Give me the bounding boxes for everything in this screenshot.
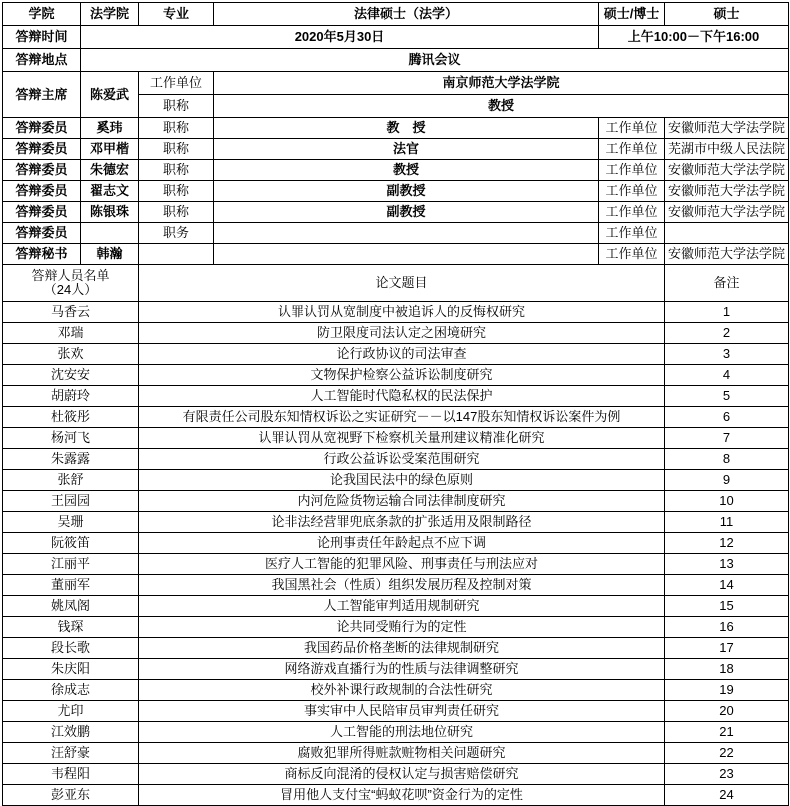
student-name: 朱庆阳	[3, 659, 139, 680]
student-remark-number: 9	[665, 470, 789, 491]
committee-title-6	[214, 223, 599, 244]
student-remark-number: 17	[665, 638, 789, 659]
row-committee-1	[3, 118, 789, 139]
student-remark-number: 21	[665, 722, 789, 743]
student-name: 马香云	[3, 302, 139, 323]
remark-column-header: 备注	[665, 265, 789, 302]
major-label: 专业	[139, 3, 214, 26]
table-row	[3, 428, 789, 449]
committee-role-6: 答辩委员	[3, 223, 81, 244]
committee-role-1: 答辩委员	[3, 118, 81, 139]
degree-label: 硕士/博士	[599, 3, 665, 26]
student-thesis-title: 我国黑社会（性质）组织发展历程及控制对策	[139, 575, 665, 596]
committee-role-4: 答辩委员	[3, 181, 81, 202]
table-row	[3, 659, 789, 680]
student-remark-number: 14	[665, 575, 789, 596]
committee-name-5: 陈银珠	[81, 202, 139, 223]
committee-unit-label-4: 工作单位	[599, 181, 665, 202]
student-name: 董丽军	[3, 575, 139, 596]
committee-unit-5: 安徽师范大学法学院	[665, 202, 789, 223]
chair-title-label: 职称	[139, 95, 214, 118]
student-thesis-title: 论我国民法中的绿色原则	[139, 470, 665, 491]
student-name: 邓瑞	[3, 323, 139, 344]
student-thesis-title: 论刑事责任年龄起点不应下调	[139, 533, 665, 554]
student-name: 吴珊	[3, 512, 139, 533]
defense-time-range-value: 上午10:00－下午16:00	[599, 26, 789, 49]
chair-title-value: 教授	[214, 95, 789, 118]
student-thesis-title: 腐败犯罪所得赃款赃物相关问题研究	[139, 743, 665, 764]
committee-name-3: 朱德宏	[81, 160, 139, 181]
secretary-unit: 安徽师范大学法学院	[665, 244, 789, 265]
student-remark-number: 11	[665, 512, 789, 533]
defense-info-table	[2, 2, 789, 302]
student-thesis-title: 人工智能的刑法地位研究	[139, 722, 665, 743]
committee-title-label-6: 职务	[139, 223, 214, 244]
student-thesis-title: 医疗人工智能的犯罪风险、刑事责任与刑法应对	[139, 554, 665, 575]
table-row	[3, 596, 789, 617]
student-remark-number: 5	[665, 386, 789, 407]
student-remark-number: 22	[665, 743, 789, 764]
student-remark-number: 15	[665, 596, 789, 617]
student-remark-number: 20	[665, 701, 789, 722]
student-name: 张舒	[3, 470, 139, 491]
student-thesis-title: 论行政协议的司法审查	[139, 344, 665, 365]
committee-title-5: 副教授	[214, 202, 599, 223]
committee-title-label-3: 职称	[139, 160, 214, 181]
committee-unit-label-5: 工作单位	[599, 202, 665, 223]
table-row	[3, 701, 789, 722]
student-thesis-title: 冒用他人支付宝“蚂蚁花呗”资金行为的定性	[139, 785, 665, 806]
table-row	[3, 764, 789, 785]
student-name: 彭亚东	[3, 785, 139, 806]
row-list-header	[3, 265, 789, 302]
student-name: 杜筱彤	[3, 407, 139, 428]
student-name: 姚凤阁	[3, 596, 139, 617]
student-remark-number: 19	[665, 680, 789, 701]
committee-name-1: 奚玮	[81, 118, 139, 139]
row-committee-5	[3, 202, 789, 223]
student-remark-number: 10	[665, 491, 789, 512]
defense-time-label: 答辩时间	[3, 26, 81, 49]
student-thesis-title: 商标反向混淆的侵权认定与损害赔偿研究	[139, 764, 665, 785]
student-name: 韦程阳	[3, 764, 139, 785]
defense-place-value: 腾讯会议	[81, 49, 789, 72]
committee-title-3: 教授	[214, 160, 599, 181]
committee-title-label-4: 职称	[139, 181, 214, 202]
table-row	[3, 722, 789, 743]
student-thesis-title: 论非法经营罪兜底条款的扩张适用及限制路径	[139, 512, 665, 533]
committee-role-5: 答辩委员	[3, 202, 81, 223]
row-secretary	[3, 244, 789, 265]
student-remark-number: 4	[665, 365, 789, 386]
student-thesis-title: 校外补课行政规制的合法性研究	[139, 680, 665, 701]
secretary-label: 答辩秘书	[3, 244, 81, 265]
committee-unit-2: 芜湖市中级人民法院	[665, 139, 789, 160]
row-defense-place	[3, 49, 789, 72]
student-list-table	[2, 301, 789, 806]
committee-unit-3: 安徽师范大学法学院	[665, 160, 789, 181]
student-name: 汪舒豪	[3, 743, 139, 764]
student-name: 阮筱笛	[3, 533, 139, 554]
committee-role-3: 答辩委员	[3, 160, 81, 181]
major-value: 法律硕士（法学）	[214, 3, 599, 26]
row-defense-time	[3, 26, 789, 49]
table-row	[3, 323, 789, 344]
table-row	[3, 302, 789, 323]
committee-unit-6	[665, 223, 789, 244]
row-committee-2	[3, 139, 789, 160]
table-row	[3, 470, 789, 491]
table-row	[3, 785, 789, 806]
student-name: 江丽平	[3, 554, 139, 575]
table-row	[3, 344, 789, 365]
student-remark-number: 12	[665, 533, 789, 554]
student-name: 徐成志	[3, 680, 139, 701]
table-row	[3, 743, 789, 764]
defense-place-label: 答辩地点	[3, 49, 81, 72]
table-row	[3, 638, 789, 659]
student-thesis-title: 我国药品价格垄断的法律规制研究	[139, 638, 665, 659]
committee-name-6	[81, 223, 139, 244]
table-row	[3, 407, 789, 428]
student-remark-number: 16	[665, 617, 789, 638]
committee-unit-4: 安徽师范大学法学院	[665, 181, 789, 202]
student-name: 朱露露	[3, 449, 139, 470]
student-thesis-title: 论共同受贿行为的定性	[139, 617, 665, 638]
committee-name-2: 邓甲楷	[81, 139, 139, 160]
committee-unit-label-3: 工作单位	[599, 160, 665, 181]
table-row	[3, 617, 789, 638]
student-thesis-title: 防卫限度司法认定之困境研究	[139, 323, 665, 344]
student-thesis-title: 内河危险货物运输合同法律制度研究	[139, 491, 665, 512]
student-thesis-title: 文物保护检察公益诉讼制度研究	[139, 365, 665, 386]
chair-work-unit-value: 南京师范大学法学院	[214, 72, 789, 95]
table-row	[3, 386, 789, 407]
college-value: 法学院	[81, 3, 139, 26]
student-remark-number: 23	[665, 764, 789, 785]
secretary-blank-2	[214, 244, 599, 265]
student-name: 沈安安	[3, 365, 139, 386]
committee-unit-1: 安徽师范大学法学院	[665, 118, 789, 139]
student-remark-number: 8	[665, 449, 789, 470]
college-label: 学院	[3, 3, 81, 26]
student-remark-number: 3	[665, 344, 789, 365]
thesis-column-header: 论文题目	[139, 265, 665, 302]
defense-date-value: 2020年5月30日	[81, 26, 599, 49]
committee-title-2: 法官	[214, 139, 599, 160]
table-row	[3, 512, 789, 533]
committee-title-label-1: 职称	[139, 118, 214, 139]
student-remark-number: 1	[665, 302, 789, 323]
committee-unit-label-2: 工作单位	[599, 139, 665, 160]
committee-title-1: 教 授	[214, 118, 599, 139]
committee-title-label-2: 职称	[139, 139, 214, 160]
degree-value: 硕士	[665, 3, 789, 26]
table-row	[3, 554, 789, 575]
student-name: 张欢	[3, 344, 139, 365]
table-row	[3, 575, 789, 596]
row-college	[3, 3, 789, 26]
row-committee-3	[3, 160, 789, 181]
student-name: 江效鹏	[3, 722, 139, 743]
row-committee-4	[3, 181, 789, 202]
table-row	[3, 365, 789, 386]
table-row	[3, 533, 789, 554]
student-thesis-title: 认罪认罚从宽制度中被追诉人的反悔权研究	[139, 302, 665, 323]
student-thesis-title: 人工智能审判适用规制研究	[139, 596, 665, 617]
student-remark-number: 6	[665, 407, 789, 428]
secretary-name: 韩瀚	[81, 244, 139, 265]
student-name: 王园园	[3, 491, 139, 512]
committee-title-4: 副教授	[214, 181, 599, 202]
chair-work-unit-label: 工作单位	[139, 72, 214, 95]
row-chair-unit	[3, 72, 789, 95]
student-remark-number: 7	[665, 428, 789, 449]
student-thesis-title: 网络游戏直播行为的性质与法律调整研究	[139, 659, 665, 680]
committee-unit-label-6: 工作单位	[599, 223, 665, 244]
student-thesis-title: 有限责任公司股东知情权诉讼之实证研究－－以147股东知情权诉讼案件为例	[139, 407, 665, 428]
student-list-label	[3, 265, 139, 302]
row-committee-6	[3, 223, 789, 244]
student-name: 胡蔚玲	[3, 386, 139, 407]
committee-role-2: 答辩委员	[3, 139, 81, 160]
student-list-label-line2: （24人）	[43, 282, 98, 297]
student-name: 段长歌	[3, 638, 139, 659]
student-remark-number: 18	[665, 659, 789, 680]
student-list-label-line1: 答辩人员名单	[31, 268, 110, 284]
student-thesis-title: 事实审中人民陪审员审判责任研究	[139, 701, 665, 722]
student-name: 尤印	[3, 701, 139, 722]
student-remark-number: 2	[665, 323, 789, 344]
student-name: 钱琛	[3, 617, 139, 638]
chair-label: 答辩主席	[3, 72, 81, 118]
student-remark-number: 13	[665, 554, 789, 575]
committee-name-4: 翟志文	[81, 181, 139, 202]
committee-title-label-5: 职称	[139, 202, 214, 223]
student-name: 杨河飞	[3, 428, 139, 449]
table-row	[3, 491, 789, 512]
committee-unit-label-1: 工作单位	[599, 118, 665, 139]
table-row	[3, 449, 789, 470]
secretary-unit-label: 工作单位	[599, 244, 665, 265]
table-row	[3, 680, 789, 701]
student-remark-number: 24	[665, 785, 789, 806]
student-thesis-title: 人工智能时代隐私权的民法保护	[139, 386, 665, 407]
chair-name: 陈爱武	[81, 72, 139, 118]
student-thesis-title: 行政公益诉讼受案范围研究	[139, 449, 665, 470]
student-thesis-title: 认罪认罚从宽视野下检察机关量刑建议精准化研究	[139, 428, 665, 449]
secretary-blank-1	[139, 244, 214, 265]
